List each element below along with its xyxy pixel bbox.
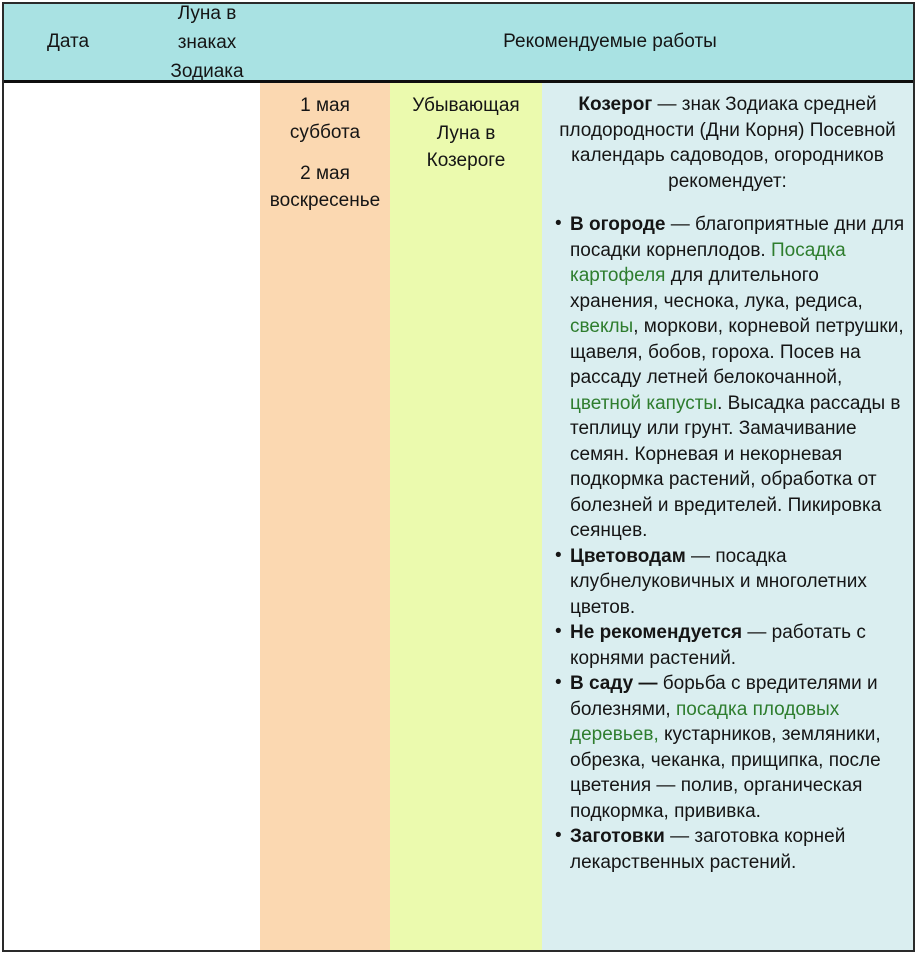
text-segment: , моркови, корневой петрушки, щавеля, бобов, гороха. Посев на рассаду летней белокочанной, xyxy=(570,316,904,388)
works-list-item xyxy=(550,824,905,875)
lunar-calendar-table xyxy=(2,2,915,952)
works-list-item xyxy=(550,544,905,621)
date-weekday: воскресенье xyxy=(269,190,381,211)
recommended-works-cell xyxy=(542,83,913,950)
green-link[interactable]: посадка плодовых деревьев, xyxy=(570,698,840,745)
text-segment: — заготовка корней лекарственных растений. xyxy=(570,826,846,873)
text-segment: кустарников, земляники, обрезка, чеканка, прищипка, после цветения — полив, органическая подкормка, прививка. xyxy=(570,724,881,822)
date-cell-empty xyxy=(4,83,260,950)
text-segment: Заготовки xyxy=(570,826,665,847)
works-list xyxy=(550,212,905,875)
table-body-row xyxy=(4,83,913,950)
text-segment: — знак Зодиака средней плодородности (Дни Корня) Посевной календарь садоводов, огородников рекомендует: xyxy=(559,94,896,192)
text-segment: — благоприятные дни для посадки корнеплодов. xyxy=(570,214,905,261)
text-segment: Цветоводам xyxy=(570,545,686,567)
day-cell xyxy=(260,83,390,950)
header-cell-recommended-works: Рекомендуемые работы xyxy=(503,31,717,52)
date-weekday: суббота xyxy=(289,122,361,143)
date-day: 2 мая xyxy=(300,163,350,184)
text-segment: — посадка клубнелуковичных и многолетних цветов. xyxy=(570,545,867,618)
header-cell-moon-sign xyxy=(132,0,282,86)
header-cell-date: Дата xyxy=(46,31,90,52)
text-segment: В саду — xyxy=(570,673,658,694)
works-list-item xyxy=(550,671,905,824)
green-link[interactable]: свеклы xyxy=(570,316,634,337)
text-segment: — работать с корнями растений. xyxy=(570,622,866,669)
date-entry xyxy=(260,92,390,146)
moon-phase-text: Убывающая Луна в Козероге xyxy=(412,95,520,171)
text-segment: борьба с вредителями и болезнями, xyxy=(570,673,878,720)
works-list-item xyxy=(550,212,905,544)
table-header-row xyxy=(4,4,913,83)
works-list-item xyxy=(550,620,905,671)
green-link[interactable]: Посадка картофеля xyxy=(570,239,846,286)
green-link[interactable]: цветной капусты xyxy=(570,392,718,414)
text-segment: . Высадка рассады в теплицу или грунт. Замачивание семян. Корневая и некорневая подкормка растений, обработка от болезней и вредителей. Пикировка сеянцев. xyxy=(570,392,901,541)
works-intro xyxy=(550,92,905,194)
text-segment: Козерог xyxy=(578,94,653,115)
date-day: 1 мая xyxy=(300,95,350,116)
date-entry xyxy=(260,160,390,214)
text-segment: В огороде xyxy=(570,214,666,235)
text-segment: Не рекомендуется xyxy=(570,622,743,643)
text-segment: для длительного хранения, чеснока, лука, редиса, xyxy=(570,265,863,312)
moon-phase-cell xyxy=(390,83,542,950)
header-cell-moon-label: Луна в знаках Зодиака xyxy=(170,2,244,82)
